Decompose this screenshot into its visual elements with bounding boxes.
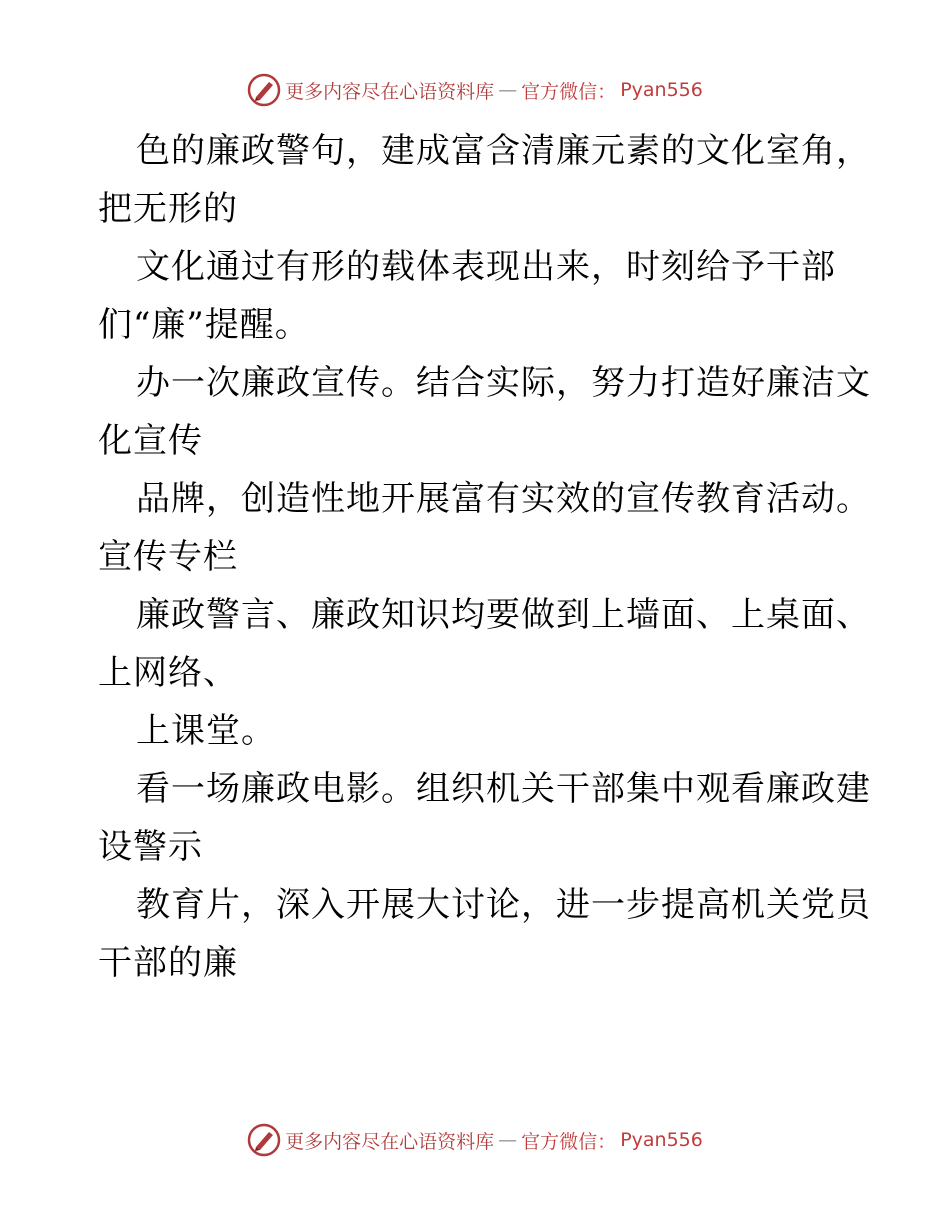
banner-separator: —	[498, 1129, 518, 1151]
banner-main-text: 更多内容尽在心语资料库	[285, 1130, 495, 1153]
banner-content	[247, 1123, 703, 1157]
pen-logo-icon	[247, 1123, 281, 1157]
pen-logo-icon	[247, 73, 281, 107]
body-line: 干部的廉	[98, 943, 238, 983]
banner-wechat-id: Pyan556	[620, 79, 703, 101]
body-line: 品牌，创造性地开展富有实效的宣传教育活动。	[136, 479, 871, 519]
header-banner	[0, 70, 950, 110]
banner-content	[247, 73, 703, 107]
body-line: 廉政警言、廉政知识均要做到上墙面、上桌面、	[136, 595, 871, 635]
banner-wechat-id: Pyan556	[620, 1129, 703, 1151]
body-line: 上课堂。	[136, 711, 276, 751]
banner-separator: —	[498, 79, 518, 101]
banner-wechat-label: 官方微信：	[521, 1130, 617, 1153]
body-line: 把无形的	[98, 189, 238, 229]
body-line: 教育片，深入开展大讨论，进一步提高机关党员	[136, 885, 871, 925]
body-line: 办一次廉政宣传。结合实际，努力打造好廉洁文	[136, 363, 871, 403]
banner-main-text: 更多内容尽在心语资料库	[285, 80, 495, 103]
body-line: 化宣传	[98, 421, 203, 461]
footer-banner	[0, 1120, 950, 1160]
body-line: 们“廉”提醒。	[98, 305, 310, 345]
body-line: 设警示	[98, 827, 203, 867]
body-line: 宣传专栏	[98, 537, 238, 577]
body-line: 看一场廉政电影。组织机关干部集中观看廉政建	[136, 769, 871, 809]
body-line: 色的廉政警句，建成富含清廉元素的文化室角，	[136, 131, 871, 171]
body-line: 文化通过有形的载体表现出来，时刻给予干部	[136, 247, 836, 287]
banner-wechat-label: 官方微信：	[521, 80, 617, 103]
document-body	[98, 122, 871, 992]
body-line: 上网络、	[98, 653, 238, 693]
